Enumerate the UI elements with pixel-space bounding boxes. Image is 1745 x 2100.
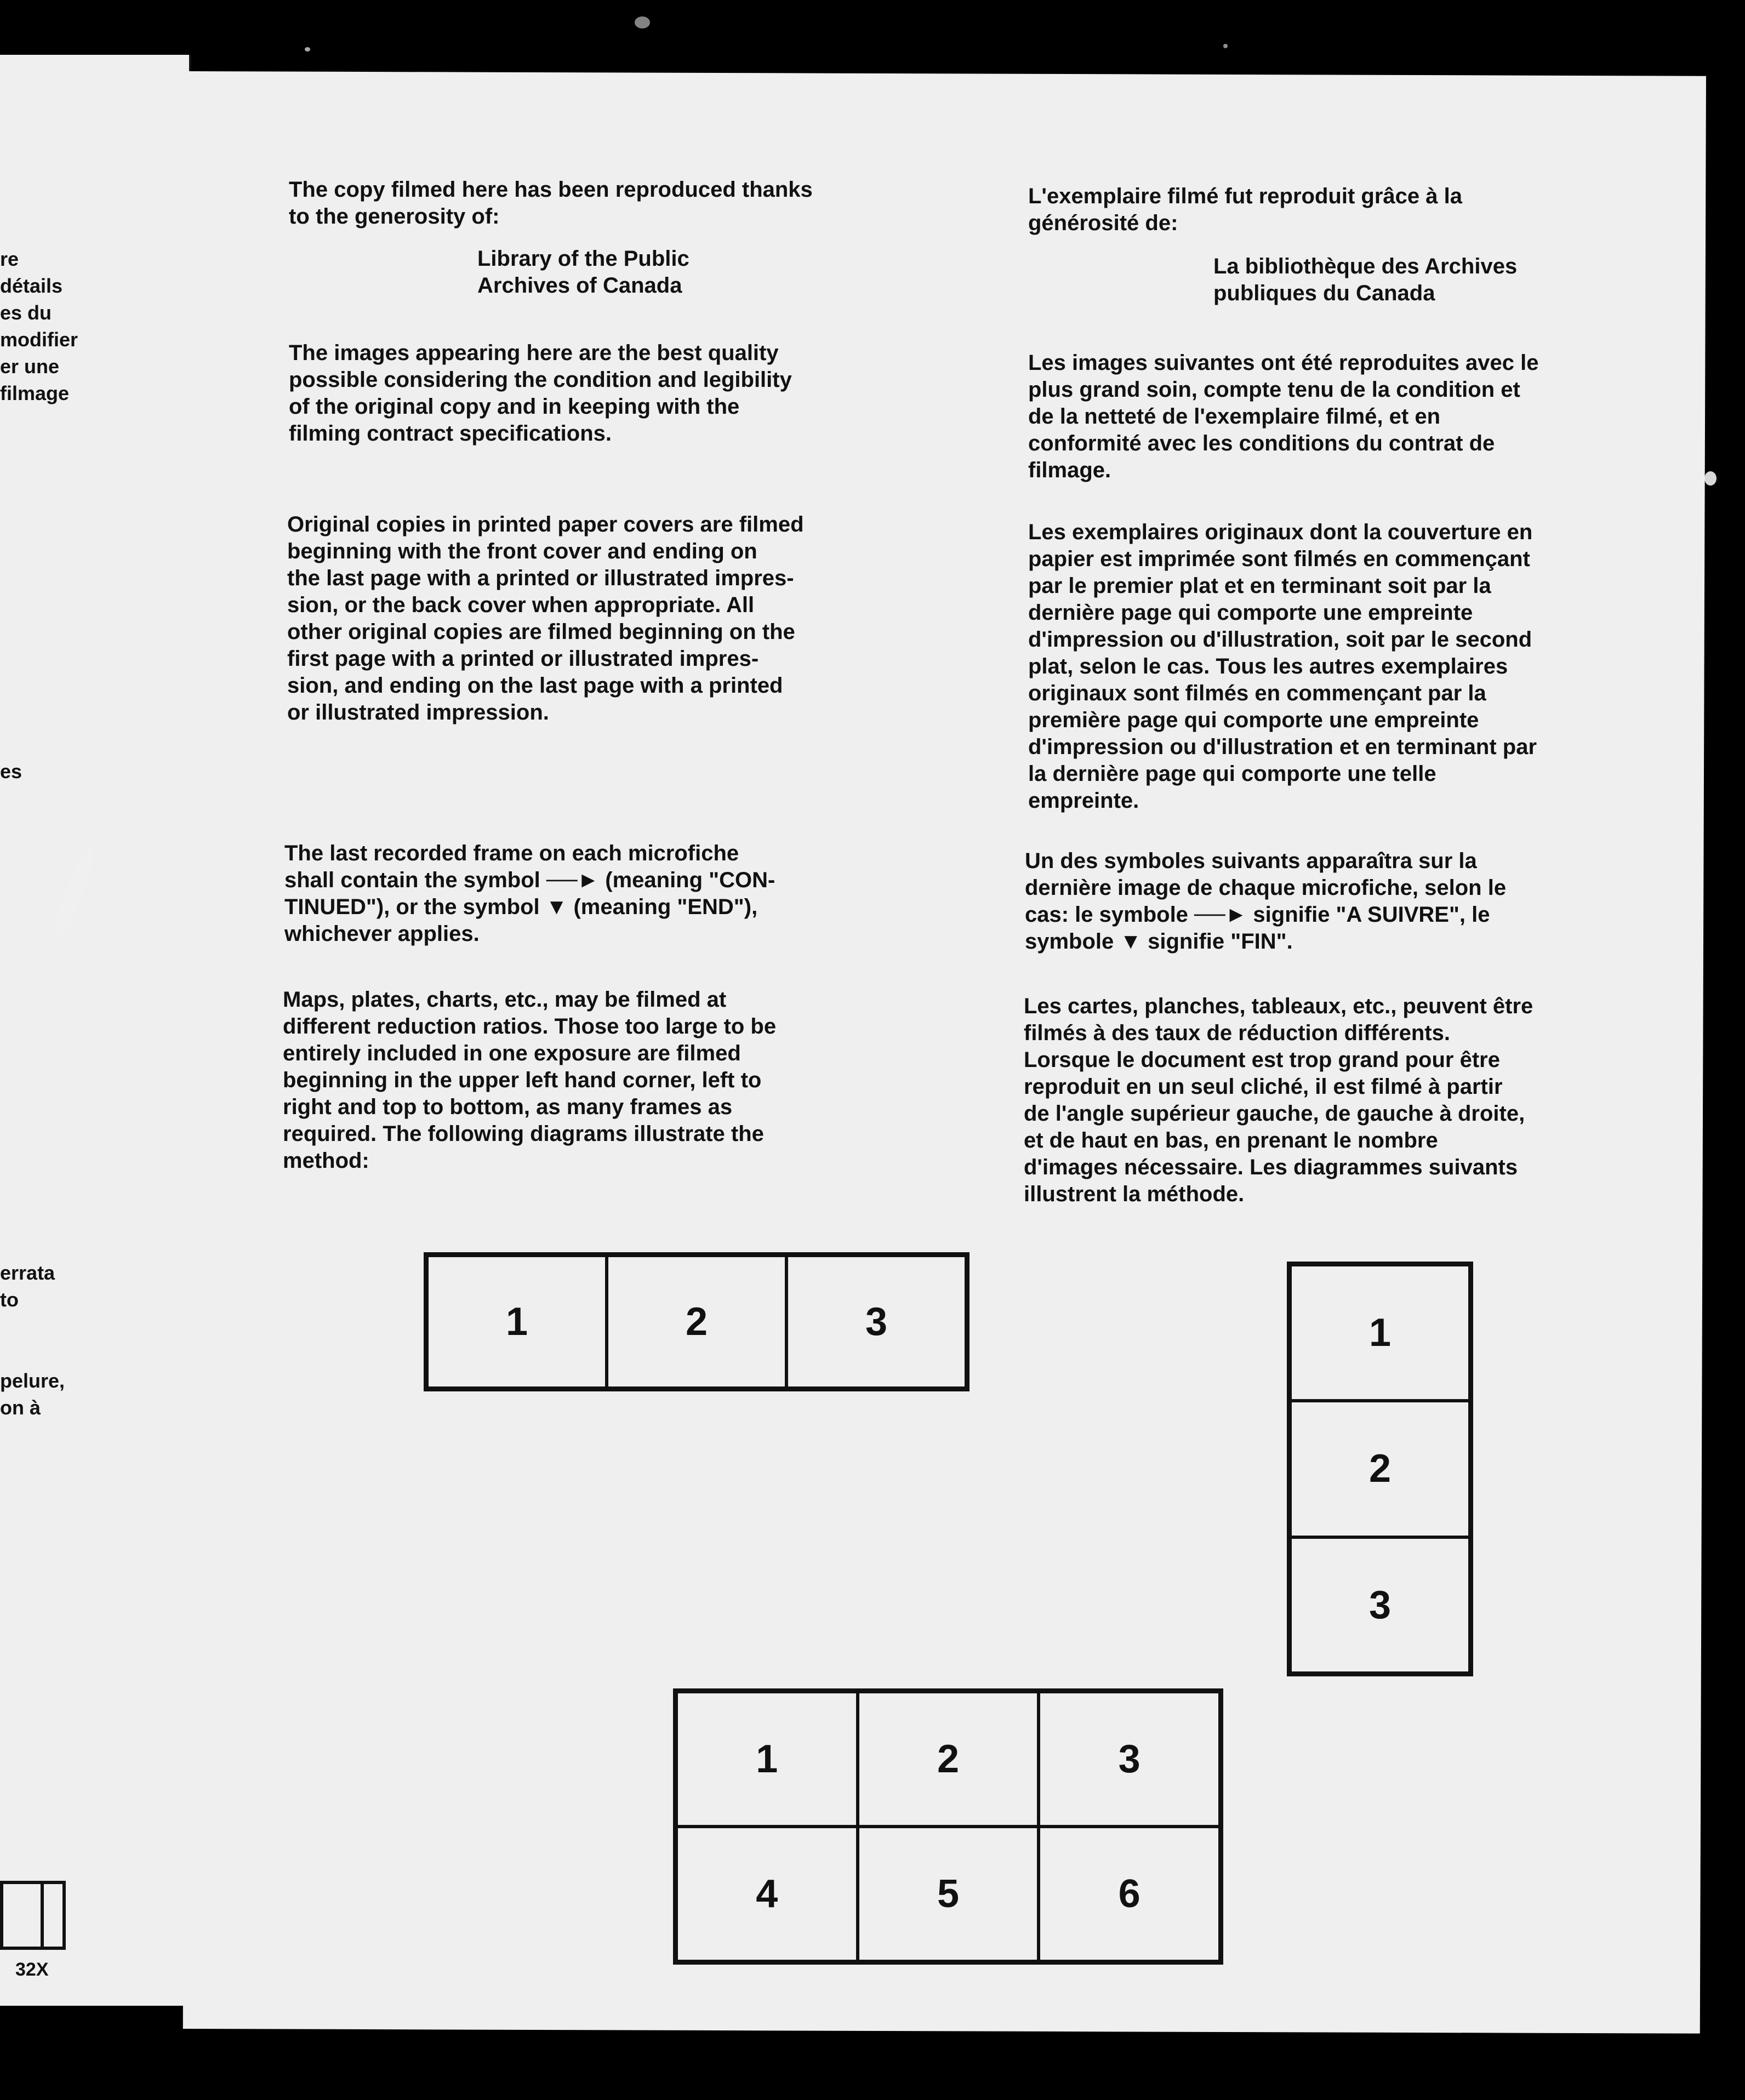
frame-cell: 3 xyxy=(786,1256,966,1388)
reduction-ratio-label: 32X xyxy=(15,1959,49,1980)
scan-speck xyxy=(1704,471,1717,486)
english-acknowledgement: The copy filmed here has been reproduced thanks to the generosity of: xyxy=(289,178,813,229)
six-frame-grid-diagram xyxy=(673,1688,1223,1965)
frame-cell: 1 xyxy=(1290,1265,1470,1401)
frame-cell: 1 xyxy=(676,1692,858,1827)
french-maps-paragraph: Les cartes, planches, tableaux, etc., peuvent être filmés à des taux de réduction différents. Lorsque le document est trop grand pour être reproduit en un seul cliché, il est filmé à partir de l'angle supérieur gauche, de gauche à droite, et de haut en bas, en prenant le nombre d'images nécessaire. Les diagrammes suivants illustrent la méthode. xyxy=(1024,994,1533,1206)
left-fragment-line: filmage xyxy=(0,382,70,404)
frame-cell: 1 xyxy=(427,1256,607,1388)
french-symbols-paragraph: Un des symboles suivants apparaîtra sur la dernière image de chaque microfiche, selon le cas: le symbole ──► signifie "A SUIVRE", le symbole ▼ signifie "FIN". xyxy=(1025,849,1507,954)
frame-cell: 3 xyxy=(1039,1692,1220,1827)
left-fragment-line: détails xyxy=(0,275,63,297)
scan-speck xyxy=(1223,44,1228,48)
left-fragment-line: es xyxy=(0,760,22,783)
english-maps-paragraph: Maps, plates, charts, etc., may be filmed at different reduction ratios. Those too large to be entirely included in one exposure are filmed beginning in the upper left hand corner, left to right and top to bottom, as many frames as required. The following diagrams illustrate the method: xyxy=(283,988,777,1173)
frame-cell: 2 xyxy=(607,1256,786,1388)
scan-speck xyxy=(635,16,650,28)
left-sheet-fragment xyxy=(0,55,191,2006)
frame-cell: 3 xyxy=(1290,1537,1470,1673)
frame-cell: 2 xyxy=(858,1692,1039,1827)
english-originals-paragraph: Original copies in printed paper covers are filmed beginning with the front cover and ending on the last page with a printed or illustrated impres- sion, or the back cover when appropriate. All other original copies are filmed beginning on the first page with a printed or illustrated impres- sion, and ending on the last page with a printed or illustrated impression. xyxy=(287,512,804,724)
vertical-three-frame-diagram xyxy=(1287,1262,1473,1676)
frame-cell: 4 xyxy=(676,1827,858,1961)
left-fragment-line: er une xyxy=(0,355,60,378)
left-fragment-line: pelure, xyxy=(0,1369,65,1392)
left-fragment-line: errata xyxy=(0,1262,55,1284)
frame-cell: 2 xyxy=(1290,1401,1470,1537)
left-fragment-line: re xyxy=(0,248,19,270)
frame-cell: 6 xyxy=(1039,1827,1220,1961)
french-quality-statement: Les images suivantes ont été reproduites avec le plus grand soin, compte tenu de la condition et de la netteté de l'exemplaire filmé, et en conformité avec les conditions du contrat de filmage. xyxy=(1028,351,1539,482)
french-originals-paragraph: Les exemplaires originaux dont la couverture en papier est imprimée sont filmés en commençant par le premier plat et en terminant soit par la dernière page qui comporte une empreinte d'impression ou d'illustration, soit par le second plat, selon le cas. Tous les autres exemplaires originaux sont filmés en commençant par la première page qui comporte une empreinte d'impression ou d'illustration et en terminant par la dernière page qui comporte une telle empreinte. xyxy=(1028,520,1537,813)
english-symbols-paragraph: The last recorded frame on each microfiche shall contain the symbol ──► (meaning "CON- TINUED"), or the symbol ▼ (meaning "END"), whichever applies. xyxy=(284,841,775,946)
left-fragment-line: to xyxy=(0,1288,19,1311)
english-institution: Library of the Public Archives of Canada xyxy=(477,247,689,298)
frame-cell: 5 xyxy=(858,1827,1039,1961)
left-fragment-line: modifier xyxy=(0,328,78,351)
french-acknowledgement: L'exemplaire filmé fut reproduit grâce à la générosité de: xyxy=(1028,184,1462,235)
horizontal-three-frame-diagram xyxy=(424,1252,970,1391)
french-institution: La bibliothèque des Archives publiques du Canada xyxy=(1213,254,1518,305)
scan-speck xyxy=(305,47,310,52)
english-quality-statement: The images appearing here are the best quality possible considering the condition and legibility of the original copy and in keeping with the filming contract specifications. xyxy=(289,341,792,446)
left-fragment-line: es du xyxy=(0,301,52,324)
reduction-ratio-box xyxy=(0,1881,66,1950)
left-fragment-line: on à xyxy=(0,1396,41,1419)
